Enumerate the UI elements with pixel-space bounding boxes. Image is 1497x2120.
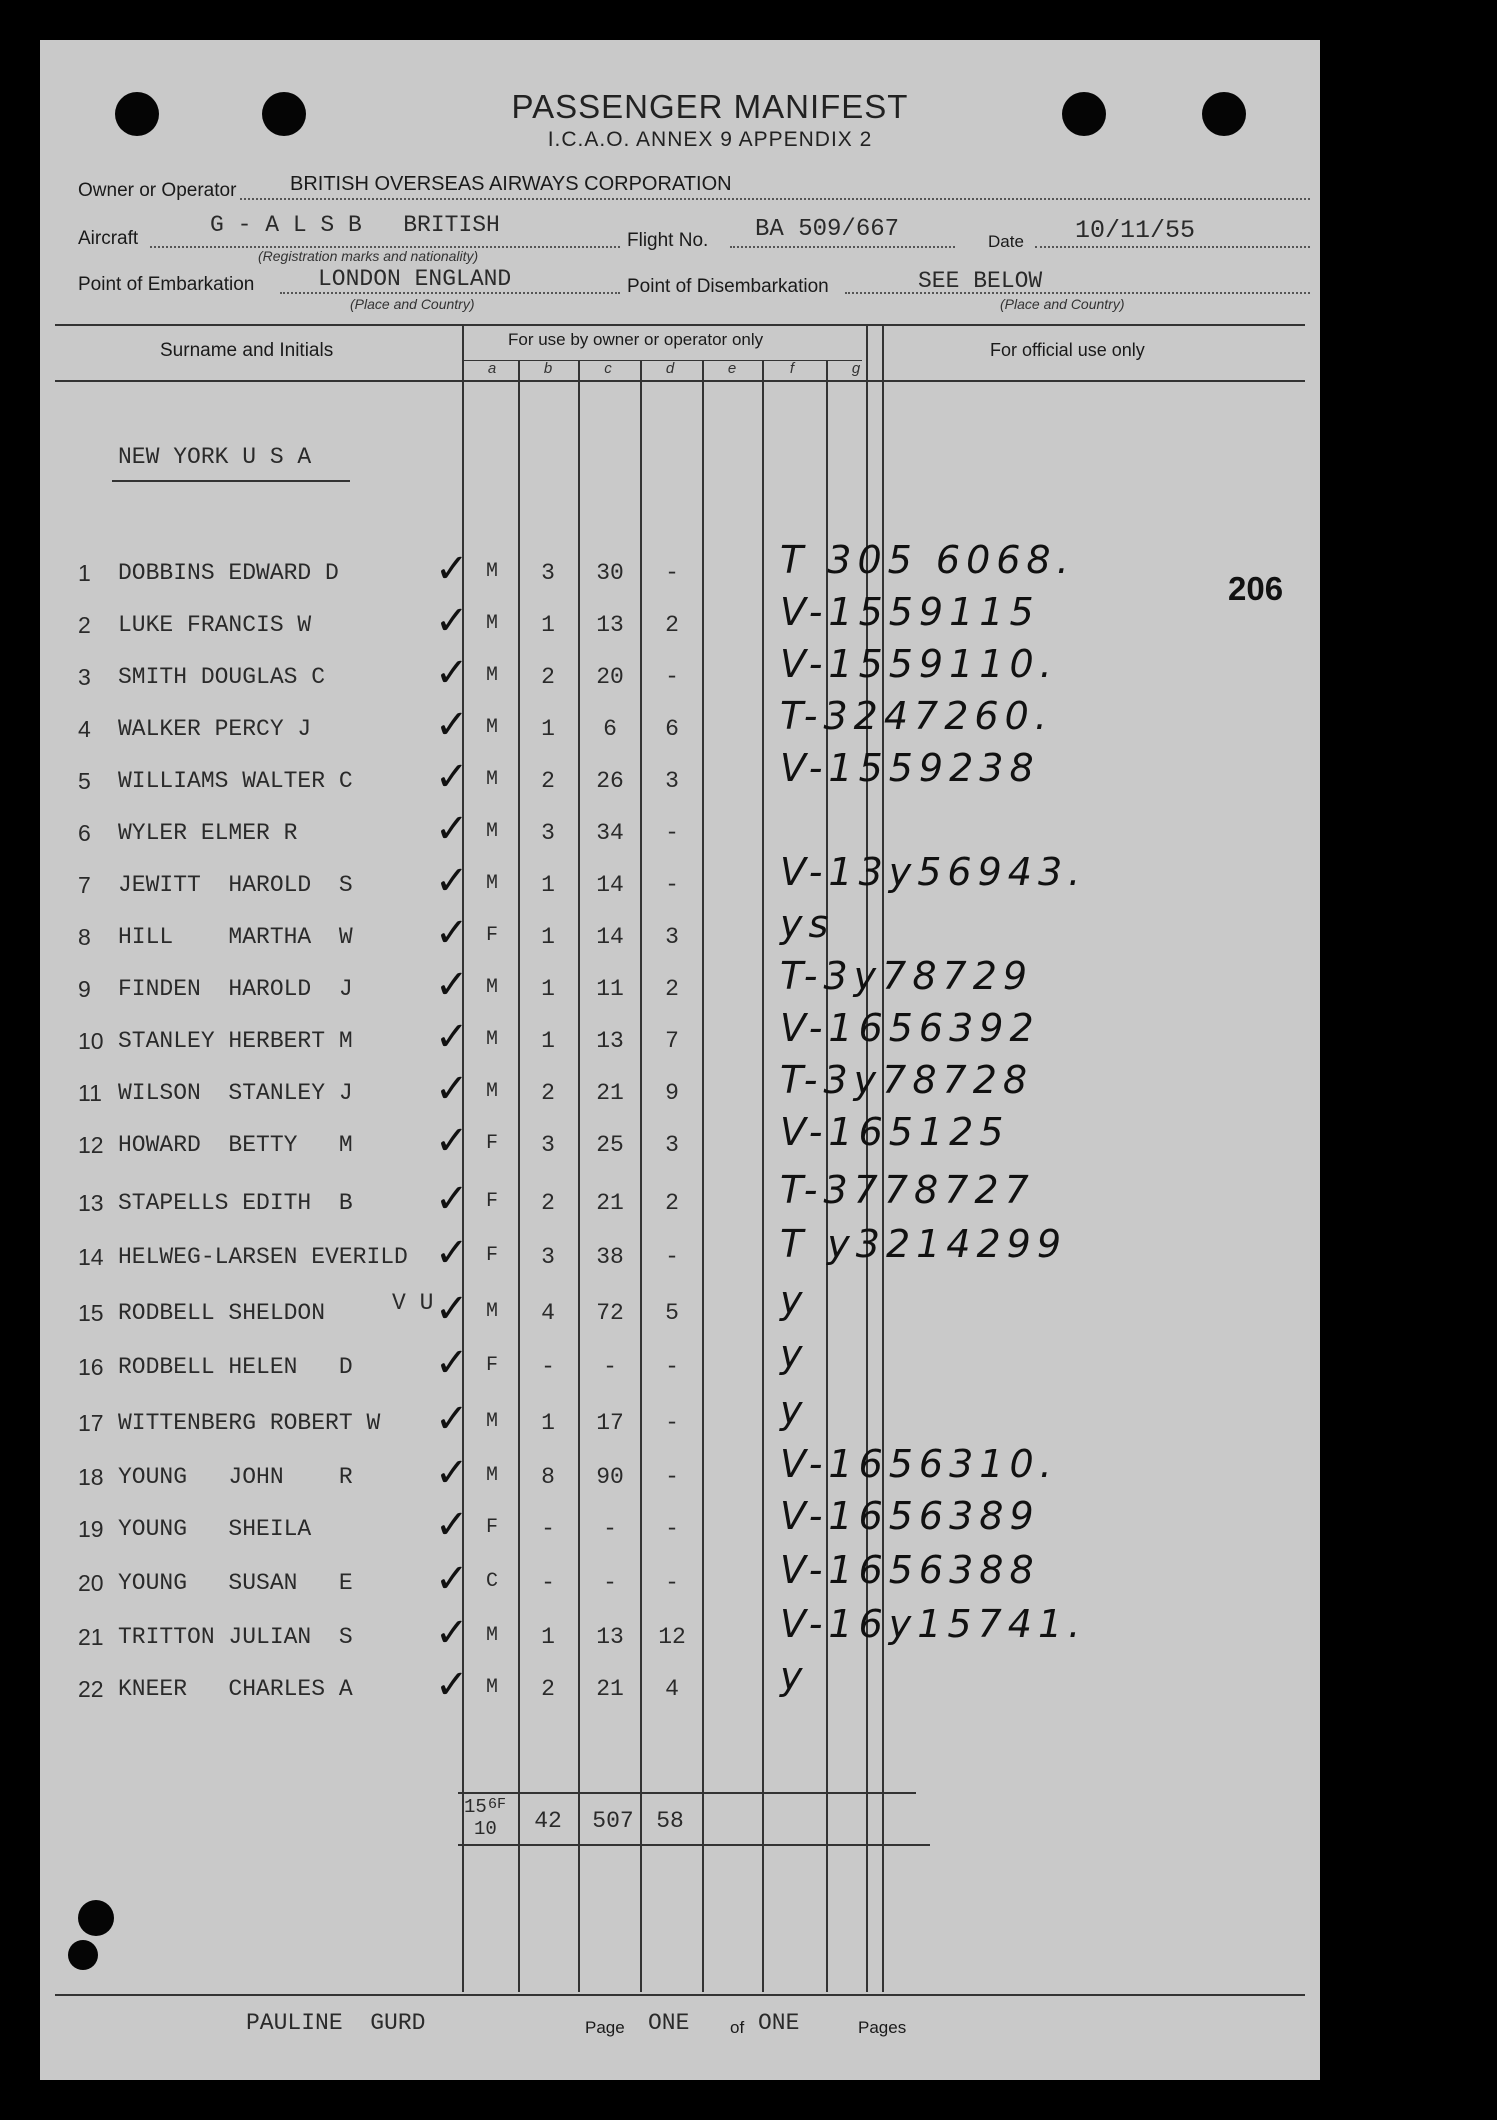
- page-label: Page: [585, 2018, 625, 2037]
- passenger-col-c: 20: [596, 664, 624, 690]
- passenger-name: WILLIAMS WALTER C: [118, 768, 353, 794]
- total-b: 42: [534, 1808, 562, 1834]
- total-a-superscript: 6F: [488, 1796, 507, 1813]
- passenger-col-d: -: [665, 1244, 679, 1270]
- passenger-name: WALKER PERCY J: [118, 716, 312, 742]
- passenger-col-c: 21: [596, 1190, 624, 1216]
- passenger-number: 15: [78, 1300, 104, 1326]
- punch-hole: [262, 92, 306, 136]
- passenger-col-a: F: [485, 1190, 498, 1213]
- handwritten-entry: V-1656389: [780, 1494, 1040, 1538]
- handwritten-entry: T 305 6068.: [780, 538, 1075, 582]
- passenger-col-d: 12: [658, 1624, 686, 1650]
- passenger-col-a: F: [485, 1132, 498, 1155]
- aircraft-value: G - A L S B BRITISH: [210, 212, 500, 238]
- check-mark-icon: ✓: [435, 806, 469, 852]
- passenger-number: 2: [78, 612, 91, 638]
- handwritten-entry: ys: [780, 902, 835, 946]
- handwritten-entry: V-1559110.: [780, 642, 1058, 686]
- passenger-name: FINDEN HAROLD J: [118, 976, 353, 1002]
- table-top-line: [55, 324, 1305, 326]
- of-label: of: [730, 2018, 745, 2037]
- disembark-label: Point of Disembarkation: [627, 276, 829, 297]
- passenger-col-a: M: [485, 1464, 498, 1487]
- passenger-col-d: 7: [665, 1028, 679, 1054]
- handwritten-entry: y: [780, 1654, 809, 1698]
- handwritten-entry: V-16y15741.: [780, 1602, 1087, 1646]
- handwritten-entry: y: [780, 1278, 809, 1322]
- embark-value: LONDON ENGLAND: [318, 266, 512, 292]
- passenger-name: LUKE FRANCIS W: [118, 612, 312, 638]
- check-mark-icon: ✓: [435, 910, 469, 956]
- passenger-name: YOUNG SUSAN E: [118, 1570, 353, 1596]
- passenger-col-a: M: [485, 1080, 498, 1103]
- surname-header: Surname and Initials: [160, 340, 334, 361]
- passenger-col-c: 21: [596, 1676, 624, 1702]
- passenger-col-b: 1: [541, 612, 555, 638]
- row14-extra-initials: V U: [392, 1290, 434, 1316]
- embark-note: (Place and Country): [350, 296, 475, 312]
- manifest-page: [40, 40, 1320, 2080]
- punch-hole: [1202, 92, 1246, 136]
- passenger-col-c: 13: [596, 1624, 624, 1650]
- passenger-name: RODBELL HELEN D: [118, 1354, 353, 1380]
- passenger-col-d: 3: [665, 1132, 679, 1158]
- passenger-col-c: 38: [596, 1244, 624, 1270]
- passenger-col-d: 2: [665, 976, 679, 1002]
- passenger-number: 22: [78, 1676, 104, 1702]
- passenger-col-c: -: [603, 1516, 617, 1542]
- passenger-col-a: M: [485, 1028, 498, 1051]
- passenger-number: 18: [78, 1464, 104, 1490]
- passenger-col-b: 8: [541, 1464, 555, 1490]
- passenger-col-b: 2: [541, 1190, 555, 1216]
- passenger-number: 9: [78, 976, 91, 1002]
- handwritten-entry: V-1656310.: [780, 1442, 1058, 1486]
- passenger-col-b: 1: [541, 1624, 555, 1650]
- passenger-col-b: 3: [541, 1132, 555, 1158]
- passenger-name: STANLEY HERBERT M: [118, 1028, 353, 1054]
- passenger-col-d: -: [665, 1354, 679, 1380]
- passenger-col-b: 3: [541, 820, 555, 846]
- subcolumn-header-b: b: [543, 360, 553, 377]
- passenger-number: 7: [78, 872, 91, 898]
- passenger-number: 11: [78, 1080, 102, 1106]
- passenger-name: HELWEG-LARSEN EVERILD: [118, 1244, 408, 1270]
- passenger-name: HILL MARTHA W: [118, 924, 353, 950]
- disembark-value: SEE BELOW: [918, 268, 1043, 294]
- subcolumn-header-e: e: [727, 360, 737, 377]
- passenger-col-a: F: [485, 1354, 498, 1377]
- passenger-name: RODBELL SHELDON: [118, 1300, 326, 1326]
- date-value: 10/11/55: [1075, 216, 1196, 245]
- passenger-col-c: 30: [596, 560, 624, 586]
- owner-use-header: For use by owner or operator only: [508, 330, 764, 349]
- passenger-number: 1: [78, 560, 91, 586]
- passenger-name: YOUNG JOHN R: [118, 1464, 353, 1490]
- totals-top-line: [458, 1792, 916, 1794]
- owner-label: Owner or Operator: [78, 180, 237, 201]
- passenger-name: HOWARD BETTY M: [118, 1132, 353, 1158]
- flight-dotline: [730, 246, 955, 248]
- embark-dotline: [280, 292, 620, 294]
- passenger-number: 12: [78, 1132, 104, 1158]
- passenger-col-d: -: [665, 872, 679, 898]
- passenger-col-d: -: [665, 1570, 679, 1596]
- total-a-top: 15: [464, 1796, 487, 1818]
- passenger-name: JEWITT HAROLD S: [118, 872, 353, 898]
- punch-hole: [78, 1900, 114, 1936]
- passenger-col-a: M: [485, 1300, 498, 1323]
- passenger-col-a: M: [485, 1624, 498, 1647]
- passenger-number: 20: [78, 1570, 104, 1596]
- subcolumn-header-g: g: [851, 360, 861, 377]
- passenger-name: KNEER CHARLES A: [118, 1676, 353, 1702]
- passenger-number: 5: [78, 768, 91, 794]
- handwritten-entry: T-3y78728: [780, 1058, 1034, 1102]
- passenger-col-d: -: [665, 1464, 679, 1490]
- passenger-col-b: 1: [541, 716, 555, 742]
- passenger-col-c: -: [603, 1354, 617, 1380]
- passenger-number: 17: [78, 1410, 104, 1436]
- passenger-col-a: M: [485, 612, 498, 635]
- check-mark-icon: ✓: [435, 598, 469, 644]
- col-line-f: [762, 360, 764, 1992]
- check-mark-icon: ✓: [435, 1340, 469, 1386]
- registration-note: (Registration marks and nationality): [258, 248, 479, 264]
- check-mark-icon: ✓: [435, 1610, 469, 1656]
- subcolumn-header-d: d: [665, 360, 675, 377]
- handwritten-entry: y: [780, 1332, 809, 1376]
- check-mark-icon: ✓: [435, 754, 469, 800]
- passenger-col-a: F: [485, 1516, 498, 1539]
- passenger-col-c: 90: [596, 1464, 624, 1490]
- total-a-bottom: 10: [474, 1818, 497, 1840]
- aircraft-label: Aircraft: [78, 228, 139, 249]
- passenger-col-c: 26: [596, 768, 624, 794]
- passenger-col-b: 1: [541, 924, 555, 950]
- passenger-name: YOUNG SHEILA: [118, 1516, 312, 1542]
- handwritten-entry: T-3247260.: [780, 694, 1053, 738]
- passenger-col-a: M: [485, 664, 498, 687]
- passenger-col-d: 6: [665, 716, 679, 742]
- check-mark-icon: ✓: [435, 1450, 469, 1496]
- passenger-number: 16: [78, 1354, 104, 1380]
- passenger-col-a: M: [485, 716, 498, 739]
- passenger-col-a: M: [485, 1676, 498, 1699]
- footer-line: [55, 1994, 1305, 1996]
- handwritten-entry: V-1656392: [780, 1006, 1040, 1050]
- passenger-col-a: M: [485, 976, 498, 999]
- passenger-col-c: 34: [596, 820, 624, 846]
- signature-name: PAULINE GURD: [246, 2010, 426, 2036]
- check-mark-icon: ✓: [435, 702, 469, 748]
- check-mark-icon: ✓: [435, 1066, 469, 1112]
- passenger-number: 3: [78, 664, 91, 690]
- passenger-col-d: -: [665, 820, 679, 846]
- handwritten-entry: T-3778727: [780, 1168, 1035, 1212]
- passenger-col-a: C: [485, 1570, 498, 1593]
- total-d: 58: [656, 1808, 684, 1834]
- passenger-col-b: 1: [541, 872, 555, 898]
- punch-hole: [1062, 92, 1106, 136]
- passenger-number: 14: [78, 1244, 104, 1270]
- passenger-number: 10: [78, 1028, 104, 1054]
- handwritten-entry: V-1559238: [780, 746, 1040, 790]
- date-label: Date: [988, 232, 1024, 251]
- passenger-col-d: 3: [665, 924, 679, 950]
- punch-hole: [68, 1940, 98, 1970]
- handwritten-entry: V-13y56943.: [780, 850, 1087, 894]
- passenger-col-d: 3: [665, 768, 679, 794]
- handwritten-entry: y: [780, 1388, 809, 1432]
- handwritten-entry: V-165125: [780, 1110, 1010, 1154]
- passenger-col-b: 4: [541, 1300, 555, 1326]
- col-line-d: [640, 360, 642, 1992]
- official-use-header: For official use only: [990, 340, 1145, 360]
- passenger-col-c: 25: [596, 1132, 624, 1158]
- passenger-col-b: 1: [541, 1028, 555, 1054]
- passenger-number: 13: [78, 1190, 104, 1216]
- passenger-col-c: 6: [603, 716, 617, 742]
- passenger-col-c: 14: [596, 924, 624, 950]
- check-mark-icon: ✓: [435, 650, 469, 696]
- destination-underline: [112, 480, 350, 482]
- passenger-col-a: M: [485, 820, 498, 843]
- date-dotline: [1035, 246, 1310, 248]
- of-value: ONE: [758, 2010, 800, 2036]
- passenger-number: 21: [78, 1624, 104, 1650]
- passenger-col-b: 3: [541, 1244, 555, 1270]
- manifest-title: PASSENGER MANIFEST: [511, 88, 909, 125]
- passenger-col-d: -: [665, 664, 679, 690]
- check-mark-icon: ✓: [435, 1230, 469, 1276]
- passenger-col-b: 2: [541, 1676, 555, 1702]
- passenger-col-b: 3: [541, 560, 555, 586]
- passenger-col-c: 11: [596, 976, 624, 1002]
- passenger-col-c: 72: [596, 1300, 624, 1326]
- check-mark-icon: ✓: [435, 1286, 469, 1332]
- owner-dotline: [240, 198, 1310, 200]
- table-header-bottom-line: [55, 380, 1305, 382]
- passenger-name: WILSON STANLEY J: [118, 1080, 353, 1106]
- check-mark-icon: ✓: [435, 1662, 469, 1708]
- pages-label: Pages: [858, 2018, 907, 2037]
- passenger-col-b: 1: [541, 1410, 555, 1436]
- punch-hole: [115, 92, 159, 136]
- passenger-col-b: 2: [541, 768, 555, 794]
- passenger-col-a: F: [485, 1244, 498, 1267]
- check-mark-icon: ✓: [435, 1176, 469, 1222]
- passenger-col-d: 2: [665, 612, 679, 638]
- passenger-col-a: M: [485, 768, 498, 791]
- manifest-subtitle: I.C.A.O. ANNEX 9 APPENDIX 2: [547, 128, 873, 151]
- passenger-col-d: 4: [665, 1676, 679, 1702]
- col-line-c: [578, 360, 580, 1992]
- subcolumn-header-a: a: [487, 360, 497, 377]
- check-mark-icon: ✓: [435, 1118, 469, 1164]
- handwritten-entry: V-1559115: [780, 590, 1040, 634]
- passenger-col-d: -: [665, 1410, 679, 1436]
- subcolumn-header-f: f: [789, 360, 795, 377]
- passenger-col-b: -: [541, 1570, 555, 1596]
- passenger-col-c: -: [603, 1570, 617, 1596]
- passenger-number: 6: [78, 820, 91, 846]
- passenger-name: TRITTON JULIAN S: [118, 1624, 353, 1650]
- col-line-b: [518, 360, 520, 1992]
- passenger-col-d: 2: [665, 1190, 679, 1216]
- check-mark-icon: ✓: [435, 1014, 469, 1060]
- page-value: ONE: [648, 2010, 690, 2036]
- passenger-col-d: -: [665, 1516, 679, 1542]
- passenger-col-b: 2: [541, 664, 555, 690]
- passenger-col-d: 9: [665, 1080, 679, 1106]
- disembark-dotline: [845, 292, 1310, 294]
- passenger-col-d: -: [665, 560, 679, 586]
- destination-heading: NEW YORK U S A: [118, 444, 312, 470]
- flight-label: Flight No.: [627, 230, 709, 251]
- passenger-name: STAPELLS EDITH B: [118, 1190, 353, 1216]
- passenger-col-c: 14: [596, 872, 624, 898]
- passenger-col-c: 17: [596, 1410, 624, 1436]
- disembark-note: (Place and Country): [1000, 296, 1125, 312]
- passenger-col-b: 2: [541, 1080, 555, 1106]
- passenger-col-b: -: [541, 1354, 555, 1380]
- check-mark-icon: ✓: [435, 546, 469, 592]
- passenger-name: WITTENBERG ROBERT W: [118, 1410, 381, 1436]
- check-mark-icon: ✓: [435, 858, 469, 904]
- stamped-number: 206: [1228, 570, 1284, 607]
- flight-value: BA 509/667: [755, 216, 900, 243]
- embark-label: Point of Embarkation: [78, 274, 255, 295]
- handwritten-entry: T y3214299: [780, 1222, 1068, 1266]
- passenger-col-d: 5: [665, 1300, 679, 1326]
- passenger-name: SMITH DOUGLAS C: [118, 664, 326, 690]
- totals-bottom-line: [458, 1844, 930, 1846]
- handwritten-entry: T-3y78729: [780, 954, 1034, 998]
- passenger-number: 19: [78, 1516, 104, 1542]
- passenger-col-c: 13: [596, 1028, 624, 1054]
- col-line-e: [702, 360, 704, 1992]
- subcolumn-header-c: c: [604, 360, 612, 377]
- total-c: 507: [592, 1808, 634, 1834]
- check-mark-icon: ✓: [435, 1556, 469, 1602]
- passenger-col-c: 13: [596, 612, 624, 638]
- check-mark-icon: ✓: [435, 1396, 469, 1442]
- passenger-col-a: M: [485, 1410, 498, 1433]
- passenger-col-a: M: [485, 560, 498, 583]
- passenger-col-c: 21: [596, 1080, 624, 1106]
- passenger-col-a: M: [485, 872, 498, 895]
- passenger-number: 8: [78, 924, 91, 950]
- handwritten-entry: V-1656388: [780, 1548, 1040, 1592]
- passenger-name: DOBBINS EDWARD D: [118, 560, 339, 586]
- passenger-col-a: F: [485, 924, 498, 947]
- check-mark-icon: ✓: [435, 1502, 469, 1548]
- passenger-number: 4: [78, 716, 91, 742]
- passenger-name: WYLER ELMER R: [118, 820, 298, 846]
- owner-value: BRITISH OVERSEAS AIRWAYS CORPORATION: [290, 173, 732, 195]
- passenger-col-b: -: [541, 1516, 555, 1542]
- check-mark-icon: ✓: [435, 962, 469, 1008]
- passenger-col-b: 1: [541, 976, 555, 1002]
